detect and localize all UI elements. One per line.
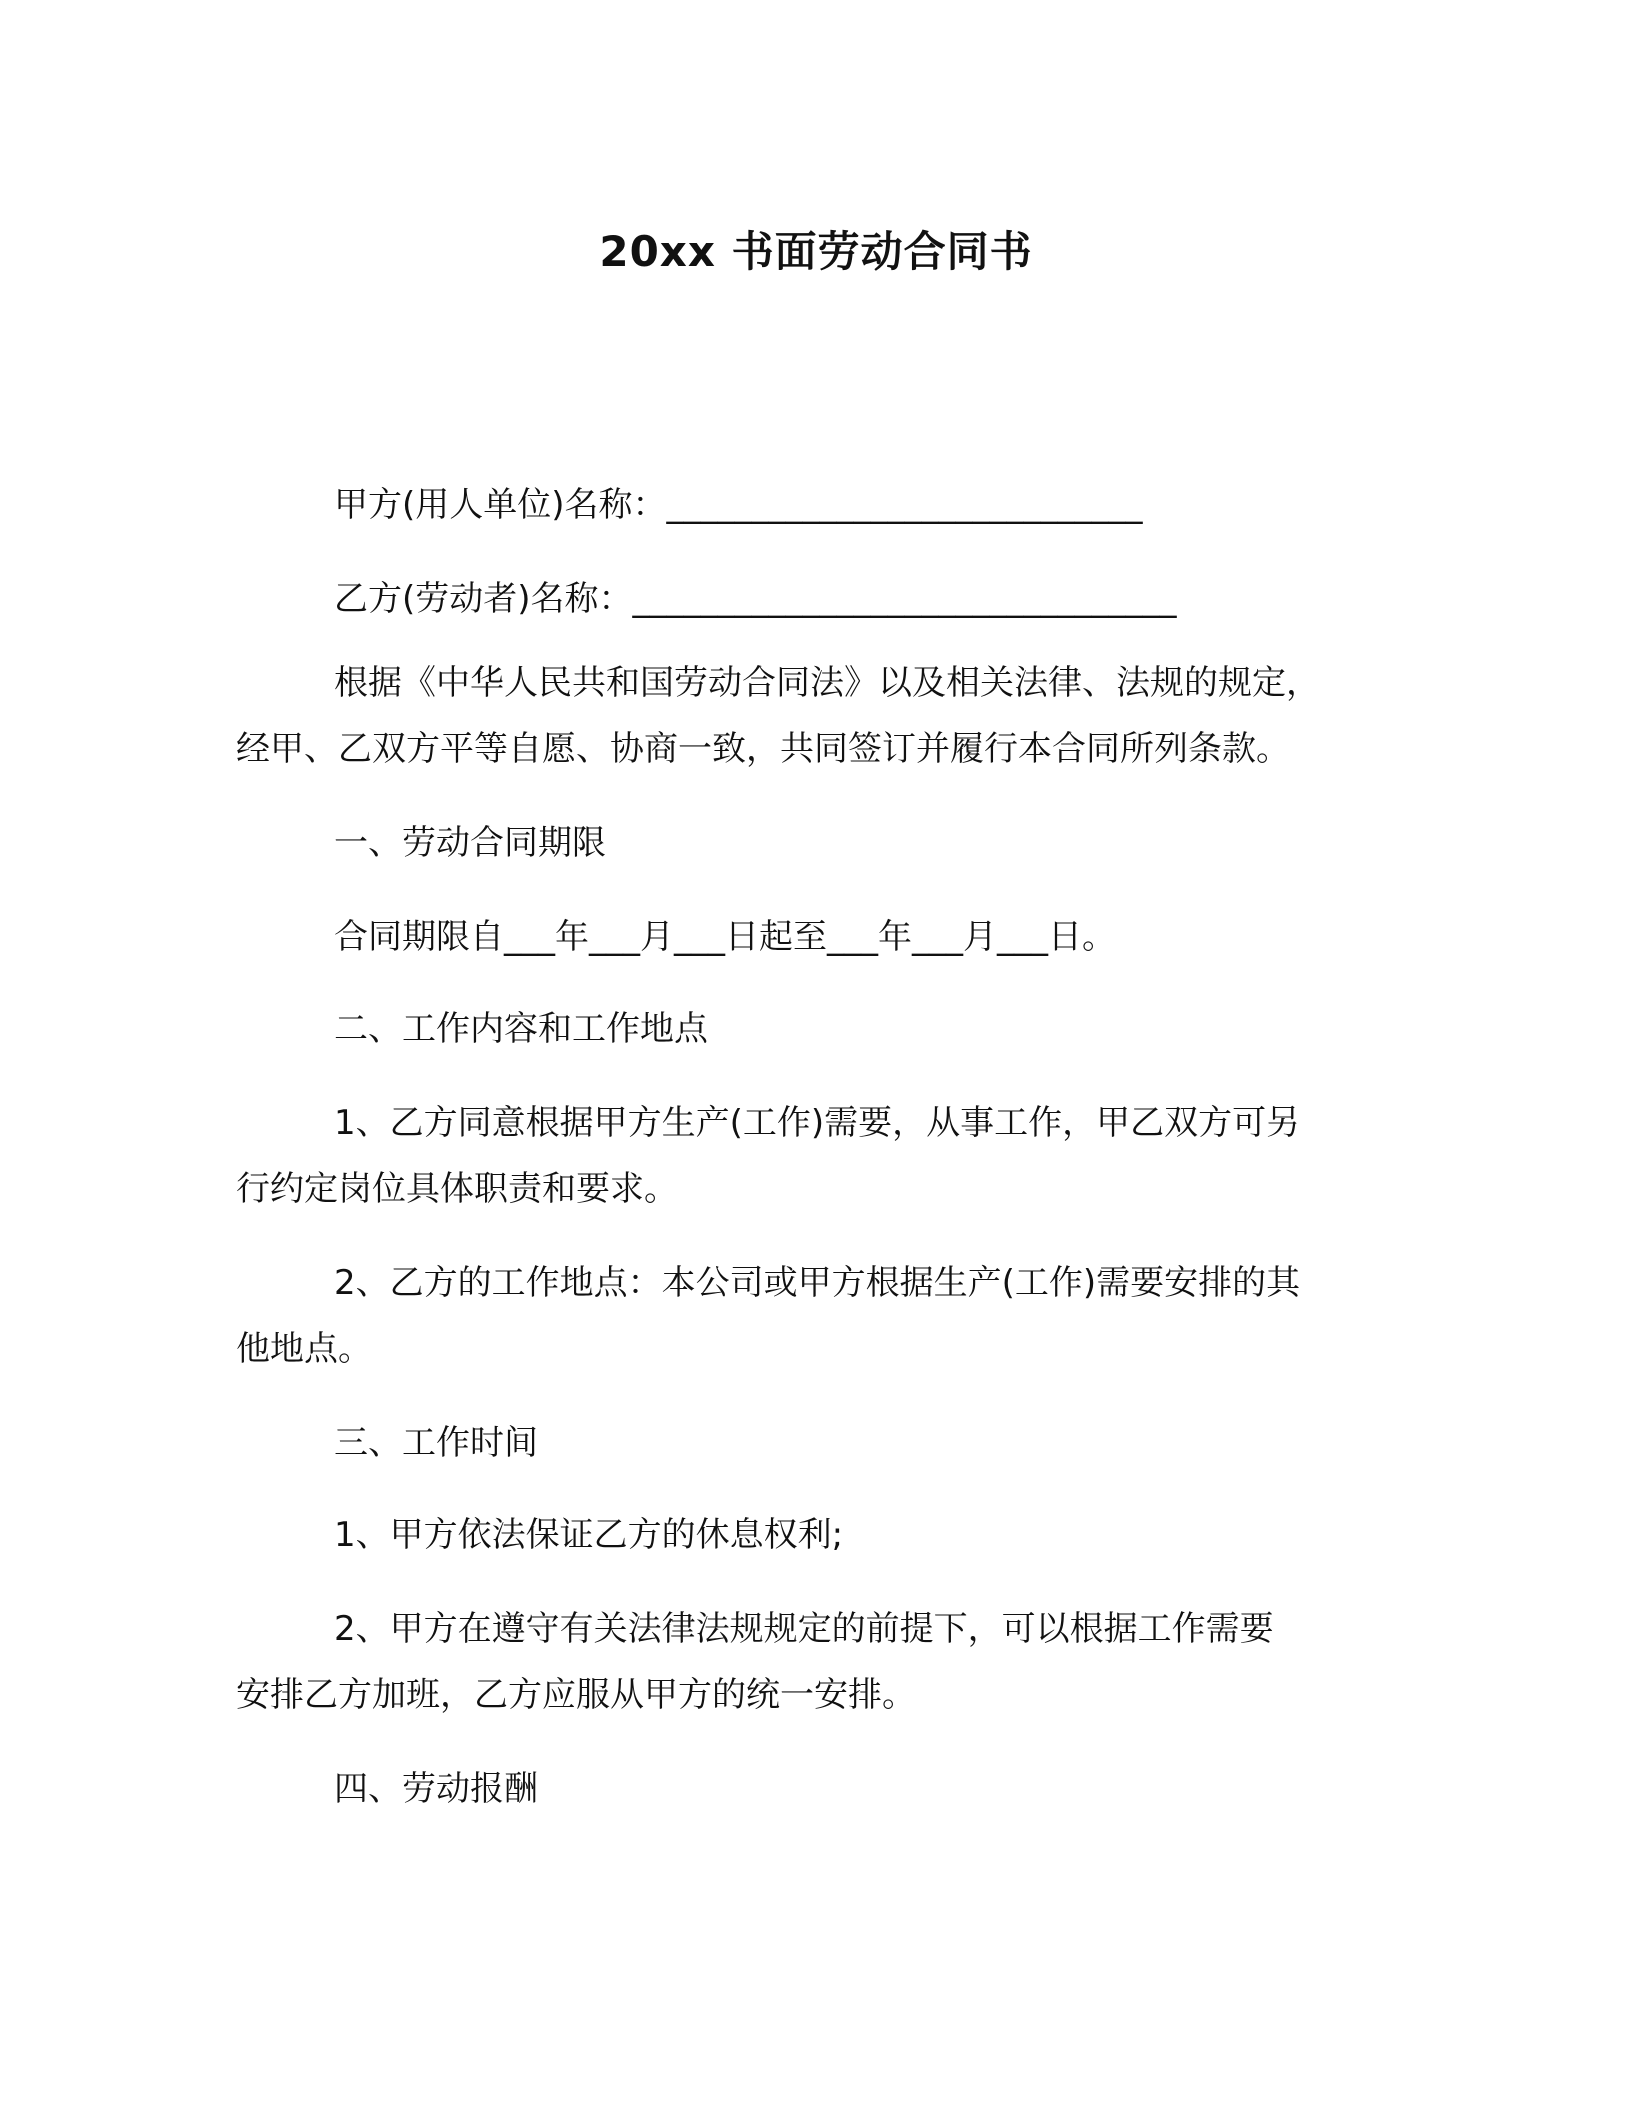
preamble-line-2: 经甲、乙双方平等自愿、协商一致，共同签订并履行本合同所列条款。: [236, 729, 1290, 769]
section-heading-1: 一、劳动合同期限: [334, 823, 606, 863]
clause-2-1-line-1: 1、乙方同意根据甲方生产(工作)需要，从事工作，甲乙双方可另: [334, 1103, 1301, 1143]
clause-2-2-line-2: 他地点。: [236, 1329, 372, 1369]
clause-3-2-line-1: 2、甲方在遵守有关法律法规规定的前提下，可以根据工作需要: [334, 1609, 1274, 1649]
document-title: 20xx 书面劳动合同书: [599, 227, 1033, 276]
clause-2-2-line-1: 2、乙方的工作地点：本公司或甲方根据生产(工作)需要安排的其: [334, 1263, 1301, 1303]
clause-3-2-line-2: 安排乙方加班，乙方应服从甲方的统一安排。: [236, 1675, 916, 1715]
clause-2-1-line-2: 行约定岗位具体职责和要求。: [236, 1169, 678, 1209]
contract-term-line: 合同期限自___年___月___日起至___年___月___日。: [334, 917, 1116, 957]
section-heading-4: 四、劳动报酬: [334, 1769, 538, 1809]
party-b-name-line: 乙方(劳动者)名称：________________________________: [334, 579, 1177, 619]
section-heading-2: 二、工作内容和工作地点: [334, 1009, 708, 1049]
clause-3-1-line: 1、甲方依法保证乙方的休息权利;: [334, 1515, 844, 1555]
section-heading-3: 三、工作时间: [334, 1423, 538, 1463]
preamble-line-1: 根据《中华人民共和国劳动合同法》以及相关法律、法规的规定，: [334, 663, 1320, 703]
party-a-name-line: 甲方(用人单位)名称：____________________________: [334, 485, 1143, 525]
